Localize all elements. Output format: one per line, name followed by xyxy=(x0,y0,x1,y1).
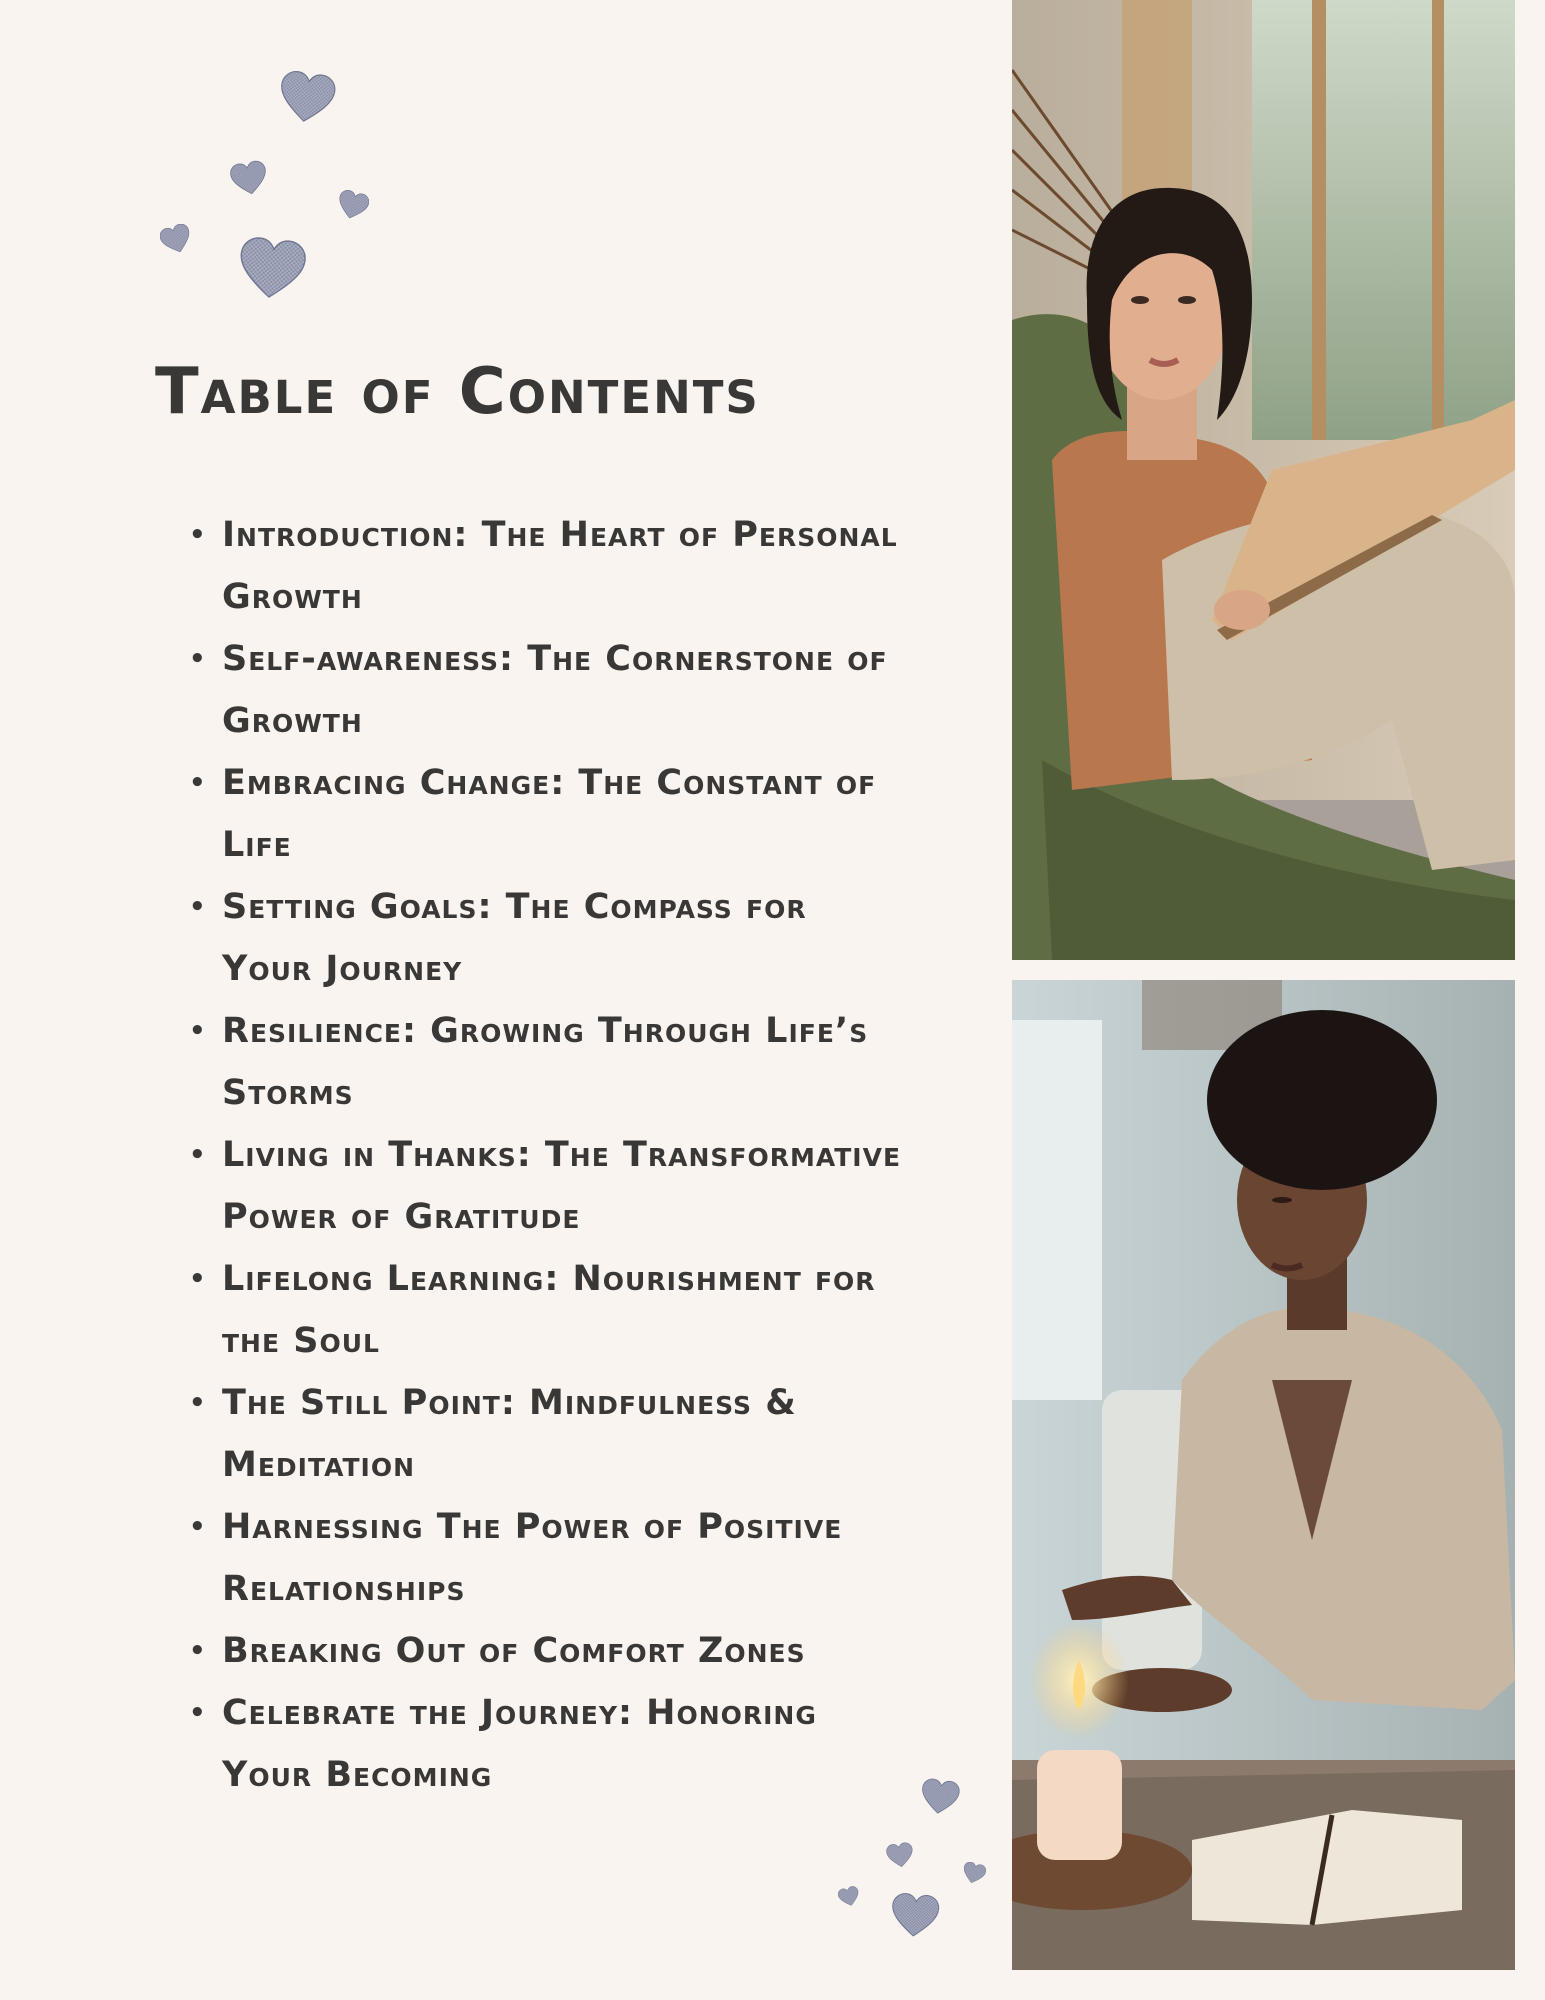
bullet-icon: • xyxy=(189,644,207,674)
toc-item xyxy=(189,1248,902,1372)
toc-item-label: Lifelong Learning: Nourishment for the Soul xyxy=(222,1259,876,1361)
heart-icon xyxy=(890,1892,940,1938)
heart-icon xyxy=(237,236,307,300)
toc-item xyxy=(189,1372,902,1496)
heart-icon xyxy=(160,224,192,254)
toc-item-label: Self-awareness: The Cornerstone of Growth xyxy=(222,639,888,741)
toc-item xyxy=(189,752,902,876)
toc-item-label: Introduction: The Heart of Personal Growth xyxy=(222,515,898,617)
page-title: Table of Contents xyxy=(155,355,760,429)
bullet-icon: • xyxy=(189,892,207,922)
bullet-icon: • xyxy=(189,1388,207,1418)
heart-icon xyxy=(886,1842,914,1868)
heart-icon xyxy=(337,190,369,220)
toc-item xyxy=(189,876,902,1000)
toc-item-label: The Still Point: Mindfulness & Meditation xyxy=(222,1383,797,1485)
heart-icon xyxy=(838,1886,860,1907)
toc-item xyxy=(189,1682,902,1806)
bullet-icon: • xyxy=(189,1140,207,1170)
toc-item-label: Celebrate the Journey: Honoring Your Becoming xyxy=(222,1693,817,1795)
bullet-icon: • xyxy=(189,520,207,550)
toc-item-label: Setting Goals: The Compass for Your Journey xyxy=(222,887,807,989)
heart-icon xyxy=(920,1778,960,1815)
toc-item-label: Embracing Change: The Constant of Life xyxy=(222,763,877,865)
toc-item xyxy=(189,504,902,628)
bullet-icon: • xyxy=(189,1698,207,1728)
toc-item-label: Harnessing The Power of Positive Relationships xyxy=(222,1507,843,1609)
toc-item-label: Living in Thanks: The Transformative Power of Gratitude xyxy=(222,1135,902,1237)
heart-icon xyxy=(278,70,336,124)
woman-lighting-candle-photo xyxy=(1012,980,1515,1970)
toc-item-label: Resilience: Growing Through Life’s Storms xyxy=(222,1011,869,1113)
toc-item xyxy=(189,1496,902,1620)
heart-icon xyxy=(962,1862,986,1884)
bullet-icon: • xyxy=(189,1512,207,1542)
toc-item xyxy=(189,1620,902,1682)
bullet-icon: • xyxy=(189,1016,207,1046)
heart-icon xyxy=(230,160,268,196)
toc-item-label: Breaking Out of Comfort Zones xyxy=(222,1631,806,1671)
toc-list xyxy=(189,504,902,1806)
bullet-icon: • xyxy=(189,1636,207,1666)
toc-item xyxy=(189,1000,902,1124)
toc-item xyxy=(189,1124,902,1248)
woman-reading-in-hammock-photo xyxy=(1012,0,1515,960)
bullet-icon: • xyxy=(189,1264,207,1294)
toc-item xyxy=(189,628,902,752)
bullet-icon: • xyxy=(189,768,207,798)
